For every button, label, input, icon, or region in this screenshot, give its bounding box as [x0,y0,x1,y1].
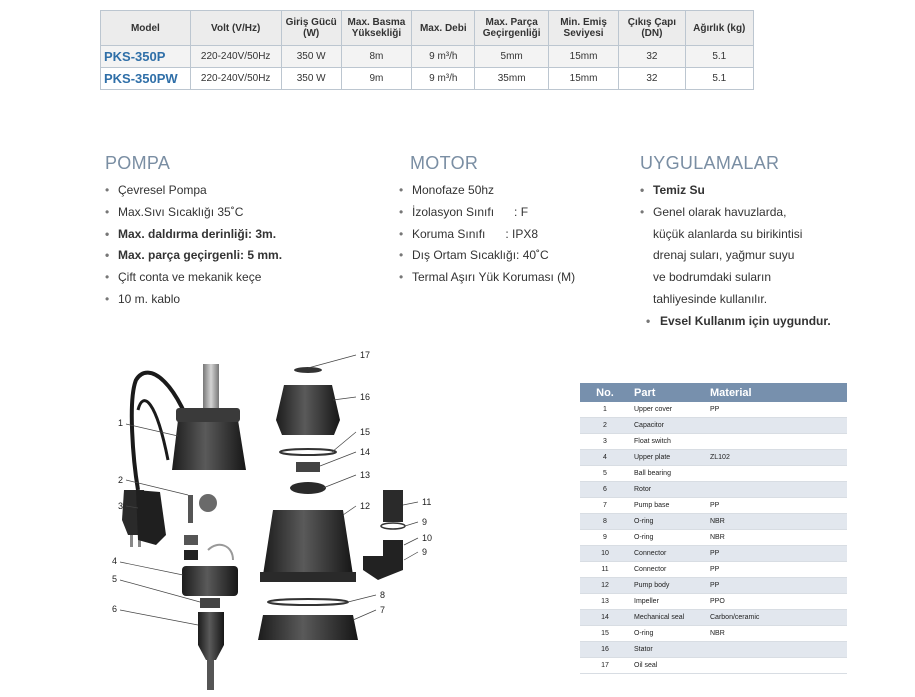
callout-label: 6 [112,604,118,614]
list-item: • Koruma Sınıfı : IPX8 [399,224,575,246]
part-number: 2 [580,418,630,434]
part-material [706,482,847,498]
list-item: • İzolasyon Sınıfı : F [399,202,575,224]
part-number: 13 [580,594,630,610]
part-name: Stator [630,642,706,658]
o-ring [268,599,348,605]
part-name: O-ring [630,514,706,530]
part-name: Upper plate [630,450,706,466]
callout-label: 9 [422,547,428,557]
callout-label: 16 [360,392,371,402]
part-material: ZL102 [706,450,847,466]
pump-body-rim [260,572,356,582]
shaft-part [184,535,198,545]
parts-header-row [580,383,847,402]
part-number: 16 [580,642,630,658]
table-row [580,482,847,498]
list-item-continuation: tahliyesinde kullanılır. [653,291,768,306]
clip [208,545,233,560]
part-number: 6 [580,482,630,498]
part-number: 17 [580,658,630,674]
stator [276,385,340,435]
part-name: Ball bearing [630,466,706,482]
handle [203,364,219,410]
table-row [580,546,847,562]
callout-label: 4 [112,556,118,566]
spec-cell: 5.1 [685,46,753,68]
part-material: PP [706,578,847,594]
list-item: • Çift conta ve mekanik keçe [105,267,282,289]
table-row [580,562,847,578]
table-row [580,578,847,594]
table-row [580,626,847,642]
pump-body [263,510,353,575]
parts-table [580,383,847,674]
spec-header: Model [101,11,191,46]
part-material: NBR [706,530,847,546]
parts-header: No. [580,383,630,402]
part-number: 15 [580,626,630,642]
parts-body [580,402,847,674]
spec-header: Max. Basma Yüksekliği [341,11,411,46]
part-name: Oil seal [630,658,706,674]
shaft-part [184,550,198,560]
spec-row [101,68,754,90]
motor-list [399,180,575,289]
float-switch [136,490,166,545]
part-material [706,658,847,674]
spec-header: Max. Parça Geçirgenliği [475,11,548,46]
list-item: • Çevresel Pompa [105,180,282,202]
part-name: Impeller [630,594,706,610]
list-item: • 10 m. kablo [105,289,282,311]
spec-header: Giriş Gücü (W) [281,11,341,46]
parts-header: Material [706,383,847,402]
capacitor-pin [188,495,193,523]
pompa-list [105,180,282,311]
spec-header-row [101,11,754,46]
table-row [580,402,847,418]
spec-cell: 32 [619,46,685,68]
callout-label: 2 [118,475,124,485]
spec-header: Volt (V/Hz) [190,11,281,46]
part-material: PP [706,546,847,562]
callout-label: 14 [360,447,371,457]
list-item: • Max. parça geçirgenli: 5 mm. [105,245,282,267]
part-material: PP [706,402,847,418]
spec-row [101,46,754,68]
part-name: Capacitor [630,418,706,434]
part-number: 1 [580,402,630,418]
motor-section [399,153,575,289]
table-row [580,610,847,626]
leader-lines [120,355,418,625]
part-name: Pump body [630,578,706,594]
part-material [706,466,847,482]
rotor [198,612,224,660]
list-item: • Dış Ortam Sıcaklığı: 40˚C [399,245,575,267]
part-name: Connector [630,546,706,562]
part-number: 4 [580,450,630,466]
o-ring [381,523,405,529]
list-item: • Evsel Kullanım için uygundur. [640,311,831,333]
part-number: 14 [580,610,630,626]
spec-table [100,10,754,90]
pompa-title: POMPA [105,153,171,173]
table-row [580,658,847,674]
callout-label: 10 [422,533,433,543]
part-name: Pump base [630,498,706,514]
callout-label: 8 [380,590,386,600]
model-cell: PKS-350P [101,46,191,68]
part-name: Upper cover [630,402,706,418]
callout-label: 15 [360,427,371,437]
part-number: 12 [580,578,630,594]
part-material: NBR [706,626,847,642]
table-row [580,594,847,610]
table-row [580,450,847,466]
callout-label: 17 [360,350,371,360]
part-name: O-ring [630,626,706,642]
motor-title: MOTOR [410,153,479,173]
list-item-continuation: küçük alanlarda su birikintisi [653,226,803,241]
part-material: Carbon/ceramic [706,610,847,626]
spec-cell: 220-240V/50Hz [190,46,281,68]
spec-cell: 9 m³/h [412,68,475,90]
callout-label: 9 [422,517,428,527]
list-item: • Monofaze 50hz [399,180,575,202]
callout-label: 5 [112,574,118,584]
part-number: 10 [580,546,630,562]
callout-label: 13 [360,470,371,480]
spec-cell: 220-240V/50Hz [190,68,281,90]
part-name: O-ring [630,530,706,546]
part-name: Float switch [630,434,706,450]
capacitor [199,494,217,512]
exploded-pump-diagram [108,340,443,697]
part-name: Rotor [630,482,706,498]
table-row [580,642,847,658]
spec-cell: 350 W [281,68,341,90]
list-item: • Genel olarak havuzlarda, [640,202,831,224]
part-name: Mechanical seal [630,610,706,626]
list-item: • Max. daldırma derinliği: 3m. [105,224,282,246]
part-number: 8 [580,514,630,530]
list-item: • Max.Sıvı Sıcaklığı 35˚C [105,202,282,224]
spec-cell: 5.1 [685,68,753,90]
part-material [706,642,847,658]
callout-label: 11 [422,497,432,507]
o-ring [280,449,336,455]
list-item: • Temiz Su [640,180,831,202]
spec-cell: 15mm [548,46,618,68]
callout-label: 7 [380,605,386,615]
spec-header: Çıkış Çapı (DN) [619,11,685,46]
part-material [706,418,847,434]
part-material: PP [706,498,847,514]
part-material: PP [706,562,847,578]
uygulamalar-list [640,180,831,333]
rotor-shaft [207,660,214,690]
table-row [580,418,847,434]
upper-plate [182,566,238,596]
elbow-connector [363,540,403,580]
part-number: 11 [580,562,630,578]
uygulamalar-section [640,153,831,333]
list-item-continuation: ve bodrumdaki suların [653,270,772,285]
callout-label: 1 [118,418,124,428]
parts-header: Part [630,383,706,402]
list-item: • Termal Aşırı Yük Koruması (M) [399,267,575,289]
uygulamalar-title: UYGULAMALAR [640,153,780,173]
table-row [580,466,847,482]
plug-pin [130,535,133,547]
spec-cell: 9 m³/h [412,46,475,68]
spec-cell: 9m [341,68,411,90]
mechanical-seal [296,462,320,472]
upper-cover [172,420,246,470]
spec-cell: 35mm [475,68,548,90]
spec-cell: 5mm [475,46,548,68]
model-cell: PKS-350PW [101,68,191,90]
spec-header: Max. Debi [412,11,475,46]
spec-header: Ağırlık (kg) [685,11,753,46]
spec-cell: 350 W [281,46,341,68]
list-item-continuation: drenaj suları, yağmur suyu [653,248,795,263]
pompa-section [105,153,282,311]
pump-base [258,615,358,640]
table-row [580,498,847,514]
callout-label: 3 [118,501,124,511]
table-row [580,530,847,546]
part-number: 7 [580,498,630,514]
callout-label: 12 [360,501,371,511]
spec-cell: 15mm [548,68,618,90]
part-number: 5 [580,466,630,482]
part-number: 3 [580,434,630,450]
impeller [290,482,326,494]
upper-cover-band [176,408,240,422]
spec-cell: 8m [341,46,411,68]
part-material [706,434,847,450]
part-name: Connector [630,562,706,578]
spec-header: Min. Emiş Seviyesi [548,11,618,46]
ball-bearing [200,598,220,608]
spec-cell: 32 [619,68,685,90]
connector [383,490,403,522]
table-row [580,514,847,530]
part-material: PPO [706,594,847,610]
part-material: NBR [706,514,847,530]
part-number: 9 [580,530,630,546]
table-row [580,434,847,450]
